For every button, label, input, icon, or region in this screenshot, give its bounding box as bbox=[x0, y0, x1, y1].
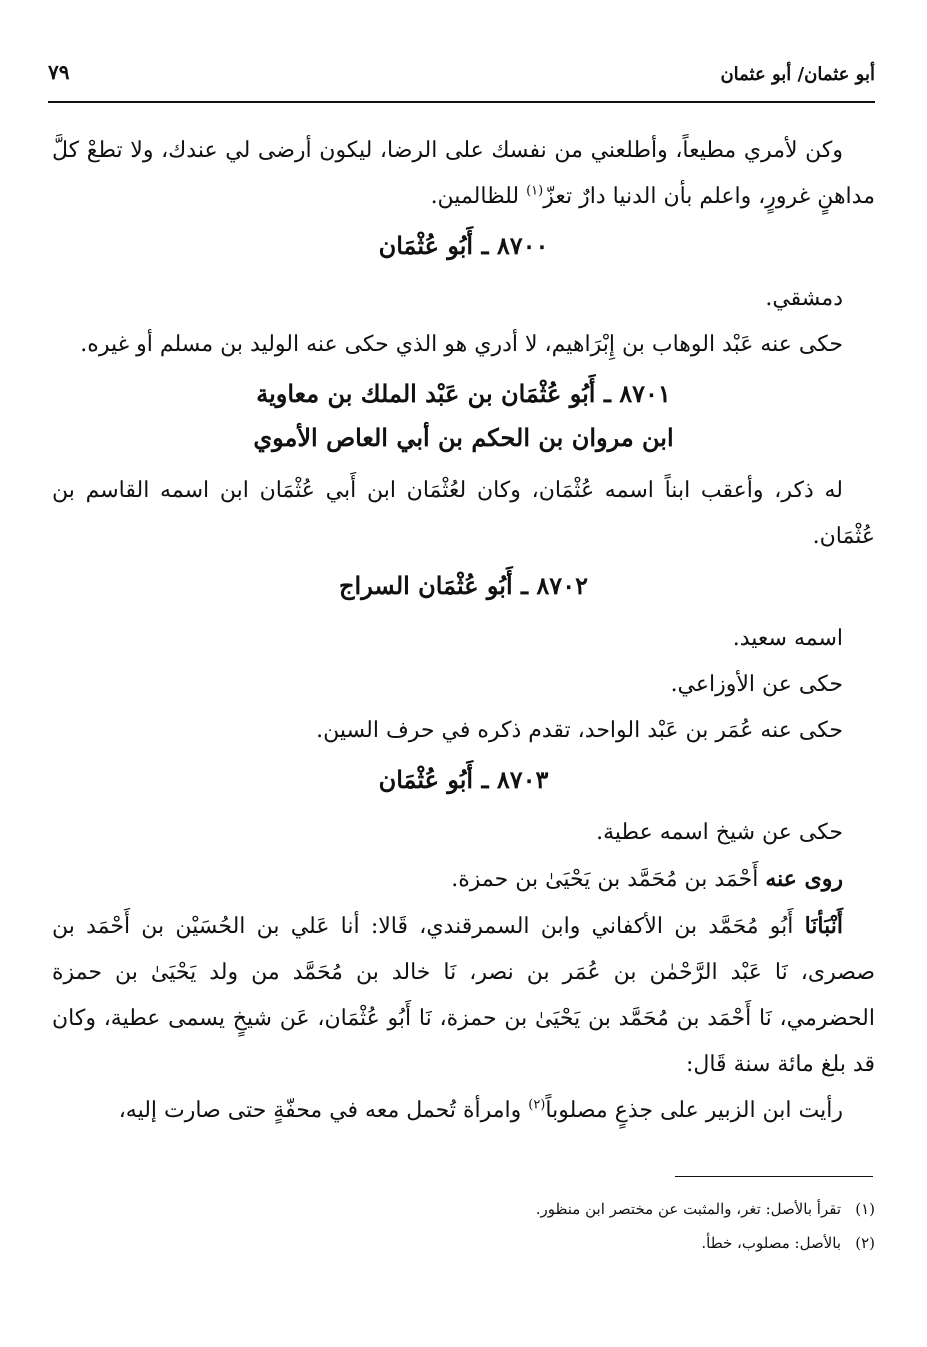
paragraph: حكى عنه عَبْد الوهاب بن إِبْرَاهيم، لا أدري هو الذي حكى عنه الوليد بن مسلم أو غيره. bbox=[80, 332, 843, 357]
main-text bbox=[52, 128, 875, 1134]
entry-heading-8702: ٨٧٠٢ ـ أَبُو عُثْمَان السراج bbox=[339, 571, 588, 600]
paragraph: وكن لأمري مطيعاً، وأطلعني من نفسك على الرضا، ليكون أرضى لي عندك، ولا تطعْ كلَّ مداهنٍ غرورٍ، واعلم بأن الدنيا دارٌ تعزّ$^{(١)}$ للظالمين. bbox=[52, 138, 875, 209]
paragraph: دمشقي. bbox=[765, 286, 843, 311]
transmission-keyword: أَنْبَأنَا bbox=[804, 913, 843, 939]
entry-heading-8703: ٨٧٠٣ ـ أَبُو عُثْمَان bbox=[378, 765, 549, 794]
footnote-text: بالأصل: مصلوب، خطأ. bbox=[701, 1234, 841, 1252]
footnote bbox=[52, 1226, 875, 1260]
paragraph: رأيت ابن الزبير على جذعٍ مصلوباً$^{(٢)}$ وامرأة تُحمل معه في محفّةٍ حتى صارت إليه، bbox=[118, 1097, 843, 1123]
entry-heading-8700: ٨٧٠٠ ـ أَبُو عُثْمَان bbox=[378, 231, 549, 260]
paragraph: له ذكر، وأعقب ابناً اسمه عُثْمَان، وكان لعُثْمَان ابن أَبي عُثْمَان ابن اسمه القاسم بن عُثْمَان. bbox=[52, 478, 875, 549]
paragraph: حكى عن شيخ اسمه عطية. bbox=[596, 820, 843, 845]
footnotes bbox=[52, 1192, 875, 1260]
footnote-ref: (١) bbox=[526, 183, 544, 199]
paragraph: حكى عن الأوزاعي. bbox=[670, 672, 843, 697]
header-rule bbox=[48, 101, 875, 103]
footnote-text: تقرأ بالأصل: تغر، والمثبت عن مختصر ابن منظور. bbox=[535, 1200, 841, 1218]
paragraph: روى عنه أَحْمَد بن مُحَمَّد بن يَحْيَىٰ بن حمزة. bbox=[451, 866, 843, 892]
entry-heading-8701 bbox=[52, 372, 875, 460]
footnote-mark: (٢) bbox=[855, 1234, 875, 1252]
paragraph: اسمه سعيد. bbox=[732, 626, 843, 651]
footnote-rule bbox=[675, 1176, 873, 1177]
footnote bbox=[52, 1192, 875, 1226]
heading-line: ٨٧٠١ ـ أَبُو عُثْمَان بن عَبْد الملك بن معاوية bbox=[256, 379, 671, 408]
footnote-ref: (٢) bbox=[528, 1097, 546, 1113]
page-number: ٧٩ bbox=[48, 60, 70, 84]
footnote-mark: (١) bbox=[855, 1200, 875, 1218]
page-header bbox=[48, 58, 875, 94]
paragraph: أَنْبَأنَا أَبُو مُحَمَّد بن الأكفاني وابن السمرقندي، قَالا: أنا عَلي بن الحُسَيْن بن أَحْمَد بن صصرى، نَا عَبْد الرَّحْمٰن بن عُمَر بن نصر، نَا خالد بن مُحَمَّد من ولد يَحْيَىٰ بن حمزة الحضرمي، نَا أَحْمَد بن مُحَمَّد بن يَحْيَىٰ بن حمزة، نَا أَبُو عُثْمَان، عَن شيخٍ يسمى عطية، وكان قد بلغ مائة سنة قَال: bbox=[52, 913, 875, 1077]
paragraph: حكى عنه عُمَر بن عَبْد الواحد، تقدم ذكره في حرف السين. bbox=[316, 718, 843, 743]
transmission-keyword: روى عنه bbox=[765, 866, 843, 892]
heading-line: ابن مروان بن الحكم بن أبي العاص الأموي bbox=[253, 423, 674, 452]
running-head: أبو عثمان/ أبو عثمان bbox=[720, 64, 875, 85]
